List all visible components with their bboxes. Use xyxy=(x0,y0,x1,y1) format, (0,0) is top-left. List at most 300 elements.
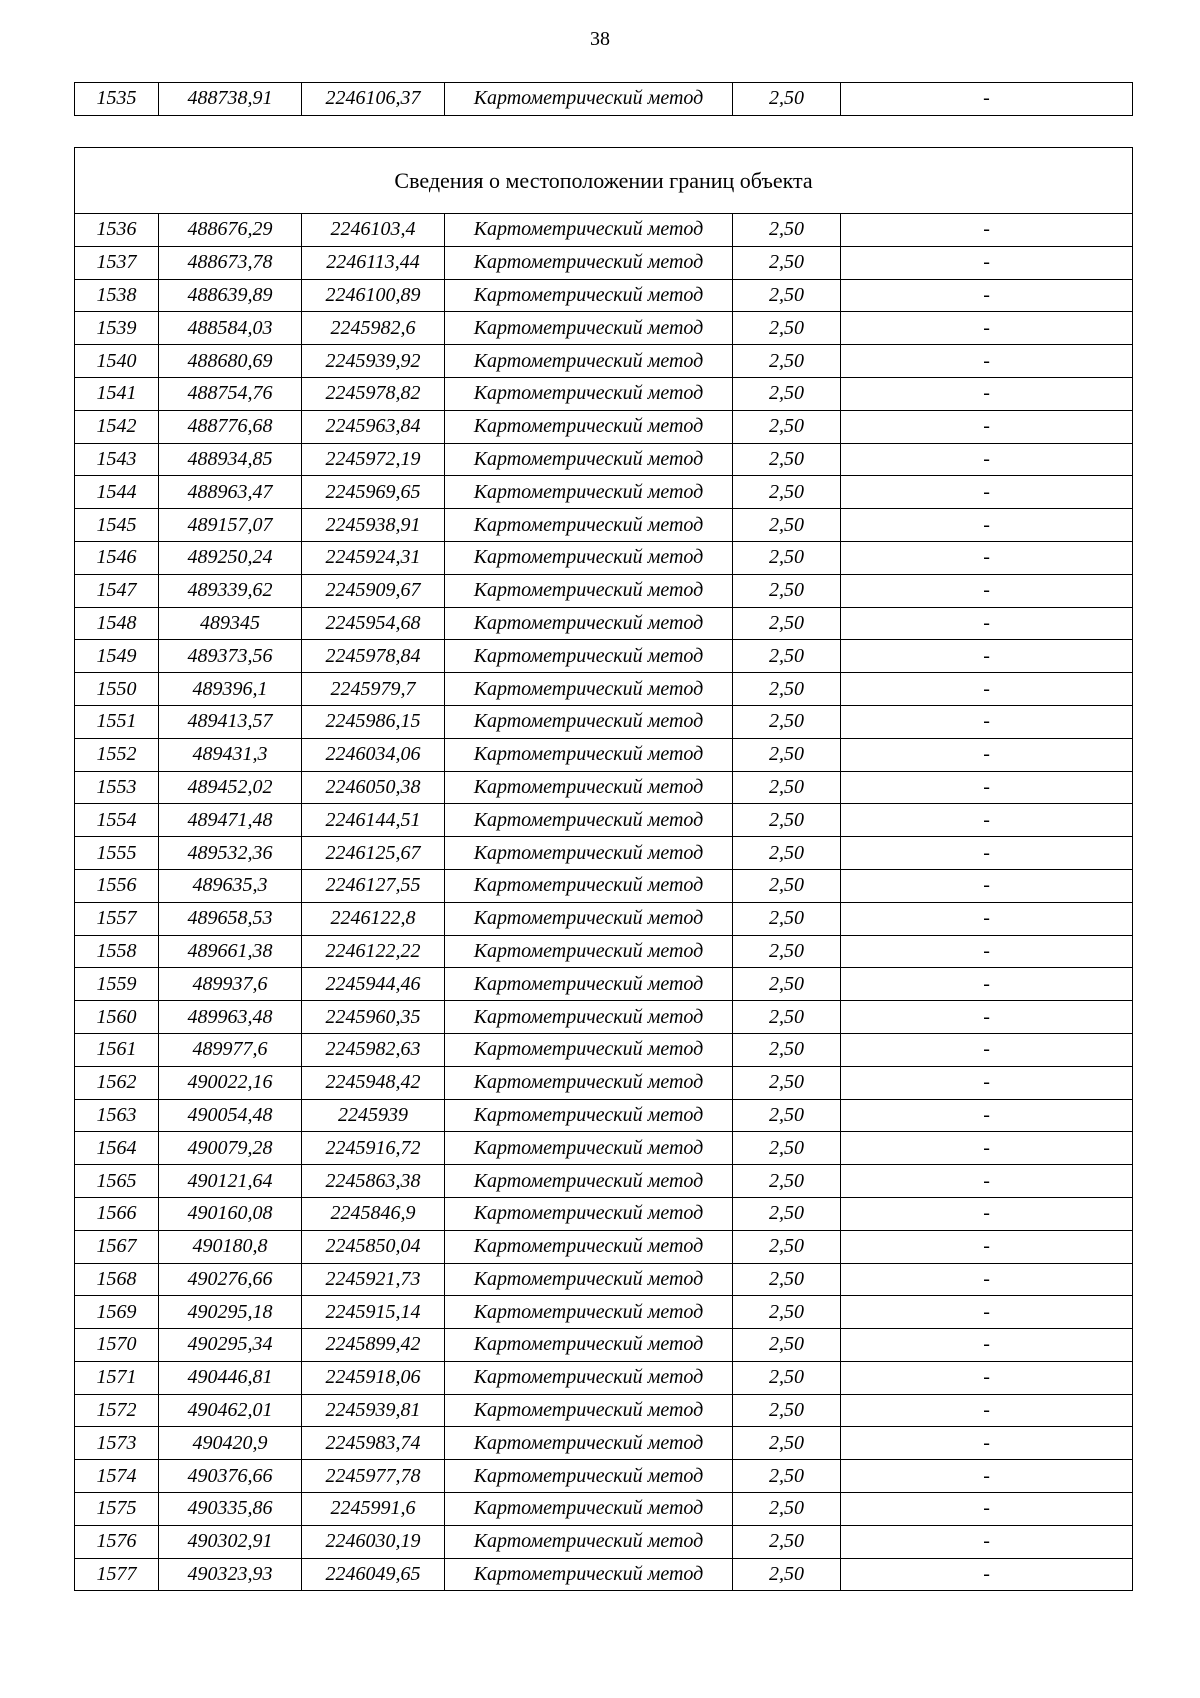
point-number-cell: 1553 xyxy=(75,771,159,804)
point-number-cell: 1558 xyxy=(75,935,159,968)
description-cell: - xyxy=(841,312,1133,345)
method-cell: Картометрический метод xyxy=(445,1230,733,1263)
x-coordinate-cell: 490376,66 xyxy=(159,1460,302,1493)
y-coordinate-cell: 2245977,78 xyxy=(302,1460,445,1493)
method-cell: Картометрический метод xyxy=(445,607,733,640)
accuracy-cell: 2,50 xyxy=(733,607,841,640)
y-coordinate-cell: 2245963,84 xyxy=(302,410,445,443)
method-cell: Картометрический метод xyxy=(445,541,733,574)
y-coordinate-cell: 2246030,19 xyxy=(302,1525,445,1558)
x-coordinate-cell: 489339,62 xyxy=(159,574,302,607)
y-coordinate-cell: 2245982,63 xyxy=(302,1033,445,1066)
description-cell: - xyxy=(841,1427,1133,1460)
x-coordinate-cell: 488584,03 xyxy=(159,312,302,345)
table-row xyxy=(75,377,1133,410)
description-cell: - xyxy=(841,1361,1133,1394)
method-cell: Картометрический метод xyxy=(445,673,733,706)
y-coordinate-cell: 2246106,37 xyxy=(302,83,445,116)
accuracy-cell: 2,50 xyxy=(733,1361,841,1394)
y-coordinate-cell: 2245978,84 xyxy=(302,640,445,673)
accuracy-cell: 2,50 xyxy=(733,1230,841,1263)
point-number-cell: 1563 xyxy=(75,1099,159,1132)
table-row xyxy=(75,804,1133,837)
accuracy-cell: 2,50 xyxy=(733,738,841,771)
description-cell: - xyxy=(841,837,1133,870)
x-coordinate-cell: 490420,9 xyxy=(159,1427,302,1460)
x-coordinate-cell: 490079,28 xyxy=(159,1132,302,1165)
accuracy-cell: 2,50 xyxy=(733,1165,841,1198)
description-cell: - xyxy=(841,541,1133,574)
point-number-cell: 1556 xyxy=(75,869,159,902)
description-cell: - xyxy=(841,574,1133,607)
accuracy-cell: 2,50 xyxy=(733,1132,841,1165)
method-cell: Картометрический метод xyxy=(445,1329,733,1362)
accuracy-cell: 2,50 xyxy=(733,509,841,542)
table-row xyxy=(75,312,1133,345)
x-coordinate-cell: 490121,64 xyxy=(159,1165,302,1198)
x-coordinate-cell: 488676,29 xyxy=(159,214,302,247)
y-coordinate-cell: 2245899,42 xyxy=(302,1329,445,1362)
point-number-cell: 1575 xyxy=(75,1493,159,1526)
x-coordinate-cell: 489413,57 xyxy=(159,705,302,738)
description-cell: - xyxy=(841,1165,1133,1198)
accuracy-cell: 2,50 xyxy=(733,771,841,804)
accuracy-cell: 2,50 xyxy=(733,279,841,312)
table-row xyxy=(75,509,1133,542)
method-cell: Картометрический метод xyxy=(445,1033,733,1066)
method-cell: Картометрический метод xyxy=(445,476,733,509)
table-row xyxy=(75,541,1133,574)
y-coordinate-cell: 2245846,9 xyxy=(302,1197,445,1230)
method-cell: Картометрический метод xyxy=(445,804,733,837)
x-coordinate-cell: 490323,93 xyxy=(159,1558,302,1591)
description-cell: - xyxy=(841,1493,1133,1526)
table-row xyxy=(75,443,1133,476)
point-number-cell: 1571 xyxy=(75,1361,159,1394)
description-cell: - xyxy=(841,1099,1133,1132)
accuracy-cell: 2,50 xyxy=(733,1525,841,1558)
description-cell: - xyxy=(841,410,1133,443)
description-cell: - xyxy=(841,1132,1133,1165)
y-coordinate-cell: 2245948,42 xyxy=(302,1066,445,1099)
x-coordinate-cell: 490462,01 xyxy=(159,1394,302,1427)
accuracy-cell: 2,50 xyxy=(733,83,841,116)
y-coordinate-cell: 2245916,72 xyxy=(302,1132,445,1165)
method-cell: Картометрический метод xyxy=(445,1296,733,1329)
description-cell: - xyxy=(841,377,1133,410)
accuracy-cell: 2,50 xyxy=(733,476,841,509)
method-cell: Картометрический метод xyxy=(445,345,733,378)
point-number-cell: 1568 xyxy=(75,1263,159,1296)
y-coordinate-cell: 2245972,19 xyxy=(302,443,445,476)
point-number-cell: 1555 xyxy=(75,837,159,870)
table-row xyxy=(75,83,1133,116)
table-row xyxy=(75,837,1133,870)
point-number-cell: 1545 xyxy=(75,509,159,542)
point-number-cell: 1544 xyxy=(75,476,159,509)
table-row xyxy=(75,1033,1133,1066)
method-cell: Картометрический метод xyxy=(445,1197,733,1230)
accuracy-cell: 2,50 xyxy=(733,246,841,279)
method-cell: Картометрический метод xyxy=(445,968,733,1001)
method-cell: Картометрический метод xyxy=(445,1263,733,1296)
description-cell: - xyxy=(841,1525,1133,1558)
method-cell: Картометрический метод xyxy=(445,1460,733,1493)
description-cell: - xyxy=(841,1066,1133,1099)
y-coordinate-cell: 2245909,67 xyxy=(302,574,445,607)
table-row xyxy=(75,1132,1133,1165)
y-coordinate-cell: 2245991,6 xyxy=(302,1493,445,1526)
y-coordinate-cell: 2245939,81 xyxy=(302,1394,445,1427)
table-row xyxy=(75,214,1133,247)
point-number-cell: 1538 xyxy=(75,279,159,312)
table-row xyxy=(75,1493,1133,1526)
x-coordinate-cell: 490180,8 xyxy=(159,1230,302,1263)
description-cell: - xyxy=(841,1460,1133,1493)
table-row xyxy=(75,1361,1133,1394)
x-coordinate-cell: 489431,3 xyxy=(159,738,302,771)
point-number-cell: 1567 xyxy=(75,1230,159,1263)
accuracy-cell: 2,50 xyxy=(733,1296,841,1329)
x-coordinate-cell: 489977,6 xyxy=(159,1033,302,1066)
accuracy-cell: 2,50 xyxy=(733,673,841,706)
table-row xyxy=(75,1197,1133,1230)
accuracy-cell: 2,50 xyxy=(733,1197,841,1230)
table-row xyxy=(75,705,1133,738)
y-coordinate-cell: 2245939 xyxy=(302,1099,445,1132)
point-number-cell: 1576 xyxy=(75,1525,159,1558)
x-coordinate-cell: 489635,3 xyxy=(159,869,302,902)
y-coordinate-cell: 2246125,67 xyxy=(302,837,445,870)
table-row xyxy=(75,935,1133,968)
x-coordinate-cell: 488673,78 xyxy=(159,246,302,279)
table-row xyxy=(75,1460,1133,1493)
table-row xyxy=(75,1427,1133,1460)
method-cell: Картометрический метод xyxy=(445,1558,733,1591)
table-row xyxy=(75,771,1133,804)
description-cell: - xyxy=(841,771,1133,804)
accuracy-cell: 2,50 xyxy=(733,902,841,935)
y-coordinate-cell: 2246103,4 xyxy=(302,214,445,247)
point-number-cell: 1546 xyxy=(75,541,159,574)
y-coordinate-cell: 2245978,82 xyxy=(302,377,445,410)
accuracy-cell: 2,50 xyxy=(733,1263,841,1296)
y-coordinate-cell: 2246122,22 xyxy=(302,935,445,968)
y-coordinate-cell: 2245969,65 xyxy=(302,476,445,509)
accuracy-cell: 2,50 xyxy=(733,869,841,902)
method-cell: Картометрический метод xyxy=(445,574,733,607)
section-header-row xyxy=(75,148,1133,214)
x-coordinate-cell: 490022,16 xyxy=(159,1066,302,1099)
method-cell: Картометрический метод xyxy=(445,214,733,247)
method-cell: Картометрический метод xyxy=(445,738,733,771)
point-number-cell: 1559 xyxy=(75,968,159,1001)
description-cell: - xyxy=(841,1296,1133,1329)
table-row xyxy=(75,738,1133,771)
method-cell: Картометрический метод xyxy=(445,1394,733,1427)
point-number-cell: 1557 xyxy=(75,902,159,935)
description-cell: - xyxy=(841,1394,1133,1427)
x-coordinate-cell: 489937,6 xyxy=(159,968,302,1001)
point-number-cell: 1537 xyxy=(75,246,159,279)
description-cell: - xyxy=(841,509,1133,542)
x-coordinate-cell: 489373,56 xyxy=(159,640,302,673)
page-number: 38 xyxy=(590,28,610,50)
method-cell: Картометрический метод xyxy=(445,869,733,902)
table-row xyxy=(75,1296,1133,1329)
method-cell: Картометрический метод xyxy=(445,279,733,312)
y-coordinate-cell: 2245915,14 xyxy=(302,1296,445,1329)
point-number-cell: 1562 xyxy=(75,1066,159,1099)
point-number-cell: 1548 xyxy=(75,607,159,640)
accuracy-cell: 2,50 xyxy=(733,574,841,607)
table-row xyxy=(75,869,1133,902)
method-cell: Картометрический метод xyxy=(445,1525,733,1558)
x-coordinate-cell: 489157,07 xyxy=(159,509,302,542)
y-coordinate-cell: 2245863,38 xyxy=(302,1165,445,1198)
y-coordinate-cell: 2245924,31 xyxy=(302,541,445,574)
table-row xyxy=(75,607,1133,640)
y-coordinate-cell: 2245954,68 xyxy=(302,607,445,640)
point-number-cell: 1565 xyxy=(75,1165,159,1198)
description-cell: - xyxy=(841,1263,1133,1296)
y-coordinate-cell: 2246144,51 xyxy=(302,804,445,837)
accuracy-cell: 2,50 xyxy=(733,1001,841,1034)
point-number-cell: 1570 xyxy=(75,1329,159,1362)
x-coordinate-cell: 489532,36 xyxy=(159,837,302,870)
y-coordinate-cell: 2245938,91 xyxy=(302,509,445,542)
description-cell: - xyxy=(841,214,1133,247)
method-cell: Картометрический метод xyxy=(445,83,733,116)
coordinates-table xyxy=(74,147,1133,1591)
method-cell: Картометрический метод xyxy=(445,1099,733,1132)
description-cell: - xyxy=(841,673,1133,706)
y-coordinate-cell: 2245921,73 xyxy=(302,1263,445,1296)
description-cell: - xyxy=(841,345,1133,378)
x-coordinate-cell: 488934,85 xyxy=(159,443,302,476)
point-number-cell: 1573 xyxy=(75,1427,159,1460)
point-number-cell: 1543 xyxy=(75,443,159,476)
point-number-cell: 1536 xyxy=(75,214,159,247)
x-coordinate-cell: 489963,48 xyxy=(159,1001,302,1034)
x-coordinate-cell: 490276,66 xyxy=(159,1263,302,1296)
table-row xyxy=(75,1001,1133,1034)
method-cell: Картометрический метод xyxy=(445,377,733,410)
description-cell: - xyxy=(841,476,1133,509)
point-number-cell: 1535 xyxy=(75,83,159,116)
description-cell: - xyxy=(841,443,1133,476)
method-cell: Картометрический метод xyxy=(445,509,733,542)
table-row xyxy=(75,1099,1133,1132)
method-cell: Картометрический метод xyxy=(445,1165,733,1198)
description-cell: - xyxy=(841,1230,1133,1263)
table-row xyxy=(75,1230,1133,1263)
table-row xyxy=(75,410,1133,443)
point-number-cell: 1542 xyxy=(75,410,159,443)
y-coordinate-cell: 2246034,06 xyxy=(302,738,445,771)
accuracy-cell: 2,50 xyxy=(733,1099,841,1132)
x-coordinate-cell: 490335,86 xyxy=(159,1493,302,1526)
accuracy-cell: 2,50 xyxy=(733,410,841,443)
x-coordinate-cell: 488754,76 xyxy=(159,377,302,410)
accuracy-cell: 2,50 xyxy=(733,1493,841,1526)
point-number-cell: 1539 xyxy=(75,312,159,345)
x-coordinate-cell: 489345 xyxy=(159,607,302,640)
description-cell: - xyxy=(841,902,1133,935)
point-number-cell: 1574 xyxy=(75,1460,159,1493)
x-coordinate-cell: 490295,34 xyxy=(159,1329,302,1362)
table-row xyxy=(75,673,1133,706)
accuracy-cell: 2,50 xyxy=(733,214,841,247)
description-cell: - xyxy=(841,1033,1133,1066)
table-row xyxy=(75,1263,1133,1296)
accuracy-cell: 2,50 xyxy=(733,312,841,345)
description-cell: - xyxy=(841,1558,1133,1591)
y-coordinate-cell: 2245918,06 xyxy=(302,1361,445,1394)
y-coordinate-cell: 2246049,65 xyxy=(302,1558,445,1591)
method-cell: Картометрический метод xyxy=(445,1427,733,1460)
x-coordinate-cell: 490446,81 xyxy=(159,1361,302,1394)
accuracy-cell: 2,50 xyxy=(733,1066,841,1099)
y-coordinate-cell: 2246100,89 xyxy=(302,279,445,312)
point-number-cell: 1560 xyxy=(75,1001,159,1034)
x-coordinate-cell: 489452,02 xyxy=(159,771,302,804)
description-cell: - xyxy=(841,640,1133,673)
method-cell: Картометрический метод xyxy=(445,1066,733,1099)
table-row xyxy=(75,246,1133,279)
method-cell: Картометрический метод xyxy=(445,705,733,738)
accuracy-cell: 2,50 xyxy=(733,640,841,673)
x-coordinate-cell: 490160,08 xyxy=(159,1197,302,1230)
x-coordinate-cell: 489396,1 xyxy=(159,673,302,706)
point-number-cell: 1566 xyxy=(75,1197,159,1230)
accuracy-cell: 2,50 xyxy=(733,1427,841,1460)
y-coordinate-cell: 2246050,38 xyxy=(302,771,445,804)
table-row xyxy=(75,1066,1133,1099)
table-row xyxy=(75,1558,1133,1591)
x-coordinate-cell: 489471,48 xyxy=(159,804,302,837)
point-number-cell: 1552 xyxy=(75,738,159,771)
method-cell: Картометрический метод xyxy=(445,771,733,804)
table-row xyxy=(75,279,1133,312)
method-cell: Картометрический метод xyxy=(445,312,733,345)
x-coordinate-cell: 489661,38 xyxy=(159,935,302,968)
x-coordinate-cell: 488639,89 xyxy=(159,279,302,312)
x-coordinate-cell: 490302,91 xyxy=(159,1525,302,1558)
accuracy-cell: 2,50 xyxy=(733,804,841,837)
accuracy-cell: 2,50 xyxy=(733,968,841,1001)
description-cell: - xyxy=(841,1001,1133,1034)
description-cell: - xyxy=(841,869,1133,902)
point-number-cell: 1541 xyxy=(75,377,159,410)
table-row xyxy=(75,476,1133,509)
method-cell: Картометрический метод xyxy=(445,410,733,443)
description-cell: - xyxy=(841,804,1133,837)
method-cell: Картометрический метод xyxy=(445,935,733,968)
y-coordinate-cell: 2245944,46 xyxy=(302,968,445,1001)
accuracy-cell: 2,50 xyxy=(733,1329,841,1362)
method-cell: Картометрический метод xyxy=(445,902,733,935)
table-row xyxy=(75,1165,1133,1198)
description-cell: - xyxy=(841,83,1133,116)
description-cell: - xyxy=(841,738,1133,771)
accuracy-cell: 2,50 xyxy=(733,377,841,410)
table-row xyxy=(75,345,1133,378)
x-coordinate-cell: 488776,68 xyxy=(159,410,302,443)
table-row xyxy=(75,574,1133,607)
point-number-cell: 1569 xyxy=(75,1296,159,1329)
description-cell: - xyxy=(841,246,1133,279)
table-row xyxy=(75,1394,1133,1427)
y-coordinate-cell: 2246113,44 xyxy=(302,246,445,279)
section-title: Сведения о местоположении границ объекта xyxy=(75,148,1133,214)
y-coordinate-cell: 2245986,15 xyxy=(302,705,445,738)
description-cell: - xyxy=(841,705,1133,738)
description-cell: - xyxy=(841,607,1133,640)
table-row xyxy=(75,640,1133,673)
point-number-cell: 1572 xyxy=(75,1394,159,1427)
point-number-cell: 1554 xyxy=(75,804,159,837)
accuracy-cell: 2,50 xyxy=(733,345,841,378)
point-number-cell: 1577 xyxy=(75,1558,159,1591)
method-cell: Картометрический метод xyxy=(445,1493,733,1526)
y-coordinate-cell: 2245960,35 xyxy=(302,1001,445,1034)
point-number-cell: 1540 xyxy=(75,345,159,378)
method-cell: Картометрический метод xyxy=(445,246,733,279)
point-number-cell: 1547 xyxy=(75,574,159,607)
point-number-cell: 1549 xyxy=(75,640,159,673)
description-cell: - xyxy=(841,935,1133,968)
accuracy-cell: 2,50 xyxy=(733,1558,841,1591)
y-coordinate-cell: 2245979,7 xyxy=(302,673,445,706)
x-coordinate-cell: 488738,91 xyxy=(159,83,302,116)
table-row xyxy=(75,968,1133,1001)
method-cell: Картометрический метод xyxy=(445,1361,733,1394)
accuracy-cell: 2,50 xyxy=(733,705,841,738)
method-cell: Картометрический метод xyxy=(445,837,733,870)
accuracy-cell: 2,50 xyxy=(733,541,841,574)
x-coordinate-cell: 490295,18 xyxy=(159,1296,302,1329)
y-coordinate-cell: 2246122,8 xyxy=(302,902,445,935)
x-coordinate-cell: 489250,24 xyxy=(159,541,302,574)
method-cell: Картометрический метод xyxy=(445,640,733,673)
method-cell: Картометрический метод xyxy=(445,1132,733,1165)
point-number-cell: 1564 xyxy=(75,1132,159,1165)
y-coordinate-cell: 2246127,55 xyxy=(302,869,445,902)
table-row xyxy=(75,902,1133,935)
y-coordinate-cell: 2245983,74 xyxy=(302,1427,445,1460)
y-coordinate-cell: 2245850,04 xyxy=(302,1230,445,1263)
x-coordinate-cell: 488963,47 xyxy=(159,476,302,509)
description-cell: - xyxy=(841,1329,1133,1362)
accuracy-cell: 2,50 xyxy=(733,1033,841,1066)
accuracy-cell: 2,50 xyxy=(733,837,841,870)
method-cell: Картометрический метод xyxy=(445,1001,733,1034)
x-coordinate-cell: 488680,69 xyxy=(159,345,302,378)
y-coordinate-cell: 2245982,6 xyxy=(302,312,445,345)
point-number-cell: 1550 xyxy=(75,673,159,706)
table-row xyxy=(75,1525,1133,1558)
description-cell: - xyxy=(841,968,1133,1001)
accuracy-cell: 2,50 xyxy=(733,1460,841,1493)
accuracy-cell: 2,50 xyxy=(733,1394,841,1427)
table-row xyxy=(75,1329,1133,1362)
coordinates-table-continued xyxy=(74,82,1133,116)
x-coordinate-cell: 489658,53 xyxy=(159,902,302,935)
y-coordinate-cell: 2245939,92 xyxy=(302,345,445,378)
point-number-cell: 1551 xyxy=(75,705,159,738)
description-cell: - xyxy=(841,279,1133,312)
